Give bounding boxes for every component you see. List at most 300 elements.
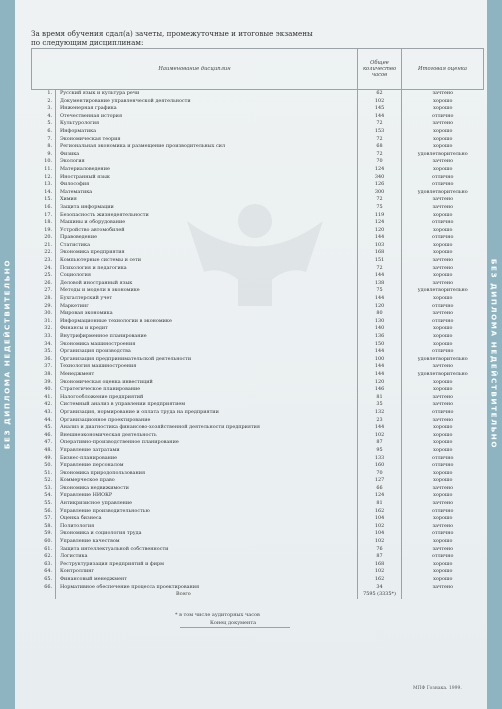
row-number: 60. — [44, 538, 52, 545]
discipline-hours: 81 — [358, 394, 402, 402]
row-number: 48. — [44, 446, 52, 453]
row-number: 6. — [47, 127, 52, 134]
discipline-name: Культурология — [56, 120, 358, 128]
discipline-grade: хорошо — [402, 166, 484, 174]
discipline-name: Экономика природопользования — [56, 470, 358, 478]
discipline-grade: хорошо — [402, 477, 484, 485]
discipline-grade: зачтено — [402, 500, 484, 508]
discipline-hours: 100 — [358, 356, 402, 364]
row-number: 44. — [44, 416, 52, 423]
discipline-hours: 168 — [358, 249, 402, 257]
discipline-grade: зачтено — [402, 310, 484, 318]
discipline-name: Защита интеллектуальной собственности — [56, 546, 358, 554]
discipline-hours: 140 — [358, 325, 402, 333]
table-row — [32, 424, 484, 432]
row-number: 40. — [44, 386, 52, 393]
discipline-grade: отлично — [402, 553, 484, 561]
discipline-hours: 160 — [358, 462, 402, 470]
discipline-grade: удовлетворительно — [402, 371, 484, 379]
table-row — [32, 477, 484, 485]
discipline-name: Нормативное обеспечение процесса проектирования — [56, 584, 358, 592]
row-number: 3. — [47, 105, 52, 112]
row-number: 28. — [44, 295, 52, 302]
table-row — [32, 143, 484, 151]
discipline-name: Химия — [56, 196, 358, 204]
discipline-grade: зачтено — [402, 584, 484, 592]
row-number: 36. — [44, 355, 52, 362]
discipline-hours: 130 — [358, 318, 402, 326]
discipline-hours: 102 — [358, 98, 402, 106]
discipline-grade: удовлетворительно — [402, 151, 484, 159]
side-warning-left: БЕЗ ДИПЛОМА НЕДЕЙСТВИТЕЛЬНО — [2, 258, 12, 450]
discipline-name: Физика — [56, 151, 358, 159]
table-row — [32, 546, 484, 554]
discipline-grade: хорошо — [402, 386, 484, 394]
discipline-grade: зачтено — [402, 546, 484, 554]
row-number: 13. — [44, 181, 52, 188]
row-number: 4. — [47, 112, 52, 119]
discipline-name: Психология и педагогика — [56, 265, 358, 273]
table-row — [32, 462, 484, 470]
signature-rule — [180, 627, 290, 628]
table-row — [32, 242, 484, 250]
discipline-hours: 23 — [358, 417, 402, 425]
discipline-grade: хорошо — [402, 295, 484, 303]
discipline-grade: хорошо — [402, 561, 484, 569]
row-number: 64. — [44, 568, 52, 575]
discipline-grade: отлично — [402, 234, 484, 242]
row-number: 49. — [44, 454, 52, 461]
discipline-name: Социология — [56, 272, 358, 280]
discipline-name: Политология — [56, 523, 358, 531]
discipline-name: Русский язык и культура речи — [56, 90, 358, 98]
discipline-hours: 126 — [358, 181, 402, 189]
discipline-name: Финансы и кредит — [56, 325, 358, 333]
discipline-name: Компьютерные системы и сети — [56, 257, 358, 265]
discipline-name: Философия — [56, 181, 358, 189]
table-row — [32, 508, 484, 516]
discipline-hours: 120 — [358, 227, 402, 235]
table-row — [32, 356, 484, 364]
table-row — [32, 561, 484, 569]
discipline-name: Инженерная графика — [56, 105, 358, 113]
discipline-name: Материаловедение — [56, 166, 358, 174]
discipline-name: Организационное проектирование — [56, 417, 358, 425]
table-row — [32, 379, 484, 387]
discipline-hours: 150 — [358, 341, 402, 349]
row-number: 63. — [44, 560, 52, 567]
discipline-hours: 144 — [358, 424, 402, 432]
discipline-grade: хорошо — [402, 325, 484, 333]
row-number: 45. — [44, 424, 52, 431]
discipline-grade: зачтено — [402, 401, 484, 409]
discipline-name: Оперативно-производственное планирование — [56, 439, 358, 447]
discipline-name: Анализ и диагностика финансово-хозяйственной деятельности предприятия — [56, 424, 358, 432]
table-row — [32, 485, 484, 493]
discipline-grade: зачтено — [402, 280, 484, 288]
table-row — [32, 265, 484, 273]
discipline-hours: 300 — [358, 189, 402, 197]
table-row — [32, 492, 484, 500]
table-row — [32, 432, 484, 440]
discipline-name: Экономика машиностроения — [56, 341, 358, 349]
discipline-grade: хорошо — [402, 128, 484, 136]
row-number: 54. — [44, 492, 52, 499]
discipline-name: Отечественная история — [56, 113, 358, 121]
discipline-hours: 66 — [358, 485, 402, 493]
discipline-grade: отлично — [402, 462, 484, 470]
discipline-name: Безопасность жизнедеятельности — [56, 212, 358, 220]
discipline-name: Экономика недвижимости — [56, 485, 358, 493]
disciplines-table-wrap — [31, 48, 483, 599]
discipline-name: Документирование управленческой деятельности — [56, 98, 358, 106]
discipline-name: Защита информации — [56, 204, 358, 212]
row-number: 17. — [44, 211, 52, 218]
row-number: 22. — [44, 249, 52, 256]
discipline-name: Менеджмент — [56, 371, 358, 379]
row-number: 39. — [44, 378, 52, 385]
row-number: 15. — [44, 196, 52, 203]
discipline-hours: 103 — [358, 242, 402, 250]
row-number: 66. — [44, 583, 52, 590]
table-row — [32, 234, 484, 242]
discipline-hours: 120 — [358, 379, 402, 387]
discipline-grade: удовлетворительно — [402, 287, 484, 295]
table-row — [32, 341, 484, 349]
discipline-grade: отлично — [402, 530, 484, 538]
discipline-name: Иностранный язык — [56, 174, 358, 182]
table-row — [32, 98, 484, 106]
footnote: * в том числе аудиторных часов — [175, 612, 260, 618]
discipline-hours: 136 — [358, 333, 402, 341]
row-number: 33. — [44, 333, 52, 339]
row-number: 51. — [44, 469, 52, 476]
row-number: 5. — [47, 120, 52, 127]
table-row — [32, 136, 484, 144]
table-row — [32, 287, 484, 295]
discipline-hours: 104 — [358, 515, 402, 523]
discipline-grade: хорошо — [402, 242, 484, 250]
discipline-grade: хорошо — [402, 249, 484, 257]
discipline-grade: отлично — [402, 174, 484, 182]
row-number: 35. — [44, 348, 52, 355]
discipline-grade: зачтено — [402, 158, 484, 166]
discipline-grade: хорошо — [402, 447, 484, 455]
discipline-hours: 62 — [358, 90, 402, 98]
discipline-name: Мировая экономика — [56, 310, 358, 318]
table-row — [32, 447, 484, 455]
discipline-name: Организация производства — [56, 348, 358, 356]
total-label: Всего — [56, 591, 358, 599]
discipline-hours: 124 — [358, 166, 402, 174]
discipline-name: Экономическая оценка инвестиций — [56, 379, 358, 387]
table-row — [32, 151, 484, 159]
discipline-name: Управление НИОКР — [56, 492, 358, 500]
column-header-name: Наименование дисциплин — [32, 49, 358, 90]
table-row — [32, 568, 484, 576]
row-number: 19. — [44, 226, 52, 233]
discipline-name: Маркетинг — [56, 303, 358, 311]
table-row — [32, 227, 484, 235]
discipline-name: Антикризисное управление — [56, 500, 358, 508]
disciplines-table-body — [32, 90, 484, 600]
row-number: 30. — [44, 310, 52, 317]
discipline-hours: 340 — [358, 174, 402, 182]
discipline-grade: хорошо — [402, 470, 484, 478]
table-row — [32, 500, 484, 508]
table-row — [32, 212, 484, 220]
discipline-name: Управление персоналом — [56, 462, 358, 470]
row-number: 53. — [44, 484, 52, 491]
discipline-grade: хорошо — [402, 515, 484, 523]
discipline-hours: 162 — [358, 576, 402, 584]
row-number: 55. — [44, 500, 52, 507]
discipline-name: Управление качеством — [56, 538, 358, 546]
discipline-hours: 120 — [358, 303, 402, 311]
table-row — [32, 280, 484, 288]
discipline-name: Экология — [56, 158, 358, 166]
row-number: 34. — [44, 340, 52, 347]
row-number: 32. — [44, 325, 52, 332]
row-number: 10. — [44, 158, 52, 165]
discipline-hours: 70 — [358, 158, 402, 166]
row-number: 43. — [44, 408, 52, 415]
discipline-grade: отлично — [402, 508, 484, 516]
discipline-hours: 72 — [358, 265, 402, 273]
header-line-1: За время обучения сдал(а) зачеты, промежуточные и итоговые экзамены — [31, 29, 313, 38]
discipline-name: Стратегическое планирование — [56, 386, 358, 394]
table-row — [32, 553, 484, 561]
disciplines-table — [31, 48, 484, 599]
discipline-hours: 80 — [358, 310, 402, 318]
table-row — [32, 371, 484, 379]
table-row — [32, 417, 484, 425]
row-number: 65. — [44, 576, 52, 582]
discipline-name: Бизнес-планирование — [56, 455, 358, 463]
row-number: 1. — [47, 90, 52, 96]
row-number: 56. — [44, 507, 52, 514]
row-number: 26. — [44, 279, 52, 286]
row-number: 2. — [47, 97, 52, 104]
row-number: 27. — [44, 287, 52, 294]
discipline-hours: 95 — [358, 447, 402, 455]
table-row — [32, 166, 484, 174]
discipline-grade: отлично — [402, 318, 484, 326]
discipline-name: Информатика — [56, 128, 358, 136]
row-number: 58. — [44, 522, 52, 529]
row-number: 47. — [44, 439, 52, 446]
discipline-grade: хорошо — [402, 333, 484, 341]
discipline-grade: хорошо — [402, 439, 484, 447]
discipline-hours: 168 — [358, 561, 402, 569]
row-number: 21. — [44, 241, 52, 248]
discipline-grade: хорошо — [402, 576, 484, 584]
table-row — [32, 363, 484, 371]
table-row — [32, 174, 484, 182]
discipline-name: Контроллинг — [56, 568, 358, 576]
discipline-grade: отлично — [402, 409, 484, 417]
discipline-grade: отлично — [402, 455, 484, 463]
discipline-name: Деловой иностранный язык — [56, 280, 358, 288]
side-warning-right: БЕЗ ДИПЛОМА НЕДЕЙСТВИТЕЛЬНО — [489, 258, 499, 450]
row-number: 25. — [44, 272, 52, 279]
discipline-hours: 87 — [358, 439, 402, 447]
discipline-hours: 72 — [358, 151, 402, 159]
print-mark: МПФ Гознака. 1999. — [413, 686, 462, 691]
discipline-hours: 144 — [358, 295, 402, 303]
table-row — [32, 318, 484, 326]
discipline-grade: хорошо — [402, 227, 484, 235]
discipline-grade: хорошо — [402, 379, 484, 387]
discipline-name: Информационные технологии в экономике — [56, 318, 358, 326]
table-row — [32, 204, 484, 212]
discipline-hours: 132 — [358, 409, 402, 417]
discipline-name: Правоведение — [56, 234, 358, 242]
discipline-hours: 70 — [358, 470, 402, 478]
discipline-name: Налогообложение предприятий — [56, 394, 358, 402]
discipline-grade: хорошо — [402, 538, 484, 546]
table-row — [32, 272, 484, 280]
discipline-grade: хорошо — [402, 98, 484, 106]
discipline-hours: 162 — [358, 508, 402, 516]
table-row — [32, 515, 484, 523]
row-number: 41. — [44, 393, 52, 400]
table-row — [32, 401, 484, 409]
header-line-2: по следующим дисциплинам: — [31, 38, 144, 47]
discipline-hours: 102 — [358, 538, 402, 546]
discipline-grade: зачтено — [402, 90, 484, 98]
table-row — [32, 120, 484, 128]
table-row — [32, 523, 484, 531]
row-number: 29. — [44, 302, 52, 309]
discipline-hours: 124 — [358, 492, 402, 500]
discipline-name: Коммерческое право — [56, 477, 358, 485]
total-hours: 7595 (3335*) — [358, 591, 402, 599]
discipline-name: Экономика и социология труда — [56, 530, 358, 538]
discipline-name: Системный анализ в управлении предприятием — [56, 401, 358, 409]
row-number: 50. — [44, 462, 52, 469]
row-number: 38. — [44, 370, 52, 377]
column-header-grade: Итоговая оценка — [402, 49, 484, 90]
row-number: 46. — [44, 431, 52, 438]
row-number: 14. — [44, 188, 52, 195]
discipline-hours: 144 — [358, 272, 402, 280]
discipline-hours: 75 — [358, 287, 402, 295]
discipline-name: Управление затратами — [56, 447, 358, 455]
discipline-grade: удовлетворительно — [402, 356, 484, 364]
discipline-hours: 34 — [358, 584, 402, 592]
table-row — [32, 394, 484, 402]
discipline-grade: зачтено — [402, 265, 484, 273]
table-row — [32, 455, 484, 463]
discipline-grade: зачтено — [402, 257, 484, 265]
discipline-hours: 127 — [358, 477, 402, 485]
discipline-grade: хорошо — [402, 105, 484, 113]
discipline-name: Машины и оборудование — [56, 219, 358, 227]
discipline-grade: зачтено — [402, 394, 484, 402]
discipline-hours: 72 — [358, 120, 402, 128]
table-row — [32, 439, 484, 447]
row-number: 52. — [44, 477, 52, 484]
discipline-name: Внешнеэкономическая деятельность — [56, 432, 358, 440]
discipline-grade: зачтено — [402, 196, 484, 204]
row-number: 9. — [47, 150, 52, 157]
discipline-grade: удовлетворительно — [402, 189, 484, 197]
discipline-hours: 104 — [358, 530, 402, 538]
discipline-hours: 151 — [358, 257, 402, 265]
row-number: 59. — [44, 530, 52, 537]
row-number: 8. — [47, 143, 52, 150]
discipline-name: Финансовый менеджмент — [56, 576, 358, 584]
discipline-grade: отлично — [402, 181, 484, 189]
discipline-name: Оценка бизнеса — [56, 515, 358, 523]
table-row — [32, 530, 484, 538]
discipline-name: Математика — [56, 189, 358, 197]
row-number: 20. — [44, 234, 52, 241]
table-row — [32, 584, 484, 592]
discipline-grade: хорошо — [402, 341, 484, 349]
discipline-hours: 72 — [358, 136, 402, 144]
row-number: 42. — [44, 401, 52, 408]
table-row — [32, 470, 484, 478]
discipline-hours: 81 — [358, 500, 402, 508]
discipline-grade: зачтено — [402, 523, 484, 531]
row-number: 57. — [44, 515, 52, 522]
discipline-grade: зачтено — [402, 120, 484, 128]
discipline-grade: отлично — [402, 348, 484, 356]
discipline-hours: 35 — [358, 401, 402, 409]
table-row — [32, 348, 484, 356]
discipline-hours: 102 — [358, 523, 402, 531]
discipline-grade: зачтено — [402, 417, 484, 425]
discipline-hours: 75 — [358, 204, 402, 212]
table-row — [32, 128, 484, 136]
row-number: 37. — [44, 363, 52, 370]
table-row — [32, 113, 484, 121]
table-row — [32, 181, 484, 189]
row-number: 16. — [44, 203, 52, 210]
table-row — [32, 189, 484, 197]
table-row — [32, 105, 484, 113]
row-number: 23. — [44, 257, 52, 264]
discipline-hours: 133 — [358, 455, 402, 463]
discipline-name: Организация, нормирование и оплата труда на предприятии — [56, 409, 358, 417]
discipline-grade: хорошо — [402, 143, 484, 151]
discipline-hours: 144 — [358, 113, 402, 121]
document-header — [31, 29, 313, 47]
discipline-hours: 124 — [358, 219, 402, 227]
table-row — [32, 90, 484, 98]
discipline-hours: 68 — [358, 143, 402, 151]
discipline-name: Управление производительностью — [56, 508, 358, 516]
discipline-grade: зачтено — [402, 363, 484, 371]
table-row — [32, 310, 484, 318]
table-row — [32, 219, 484, 227]
table-row — [32, 303, 484, 311]
discipline-hours: 145 — [358, 105, 402, 113]
table-row — [32, 576, 484, 584]
row-number: 24. — [44, 264, 52, 271]
discipline-hours: 153 — [358, 128, 402, 136]
table-row — [32, 333, 484, 341]
table-row — [32, 158, 484, 166]
table-row — [32, 257, 484, 265]
discipline-hours: 144 — [358, 363, 402, 371]
discipline-hours: 87 — [358, 553, 402, 561]
discipline-name: Логистика — [56, 553, 358, 561]
discipline-hours: 144 — [358, 234, 402, 242]
discipline-name: Бухгалтерский учет — [56, 295, 358, 303]
